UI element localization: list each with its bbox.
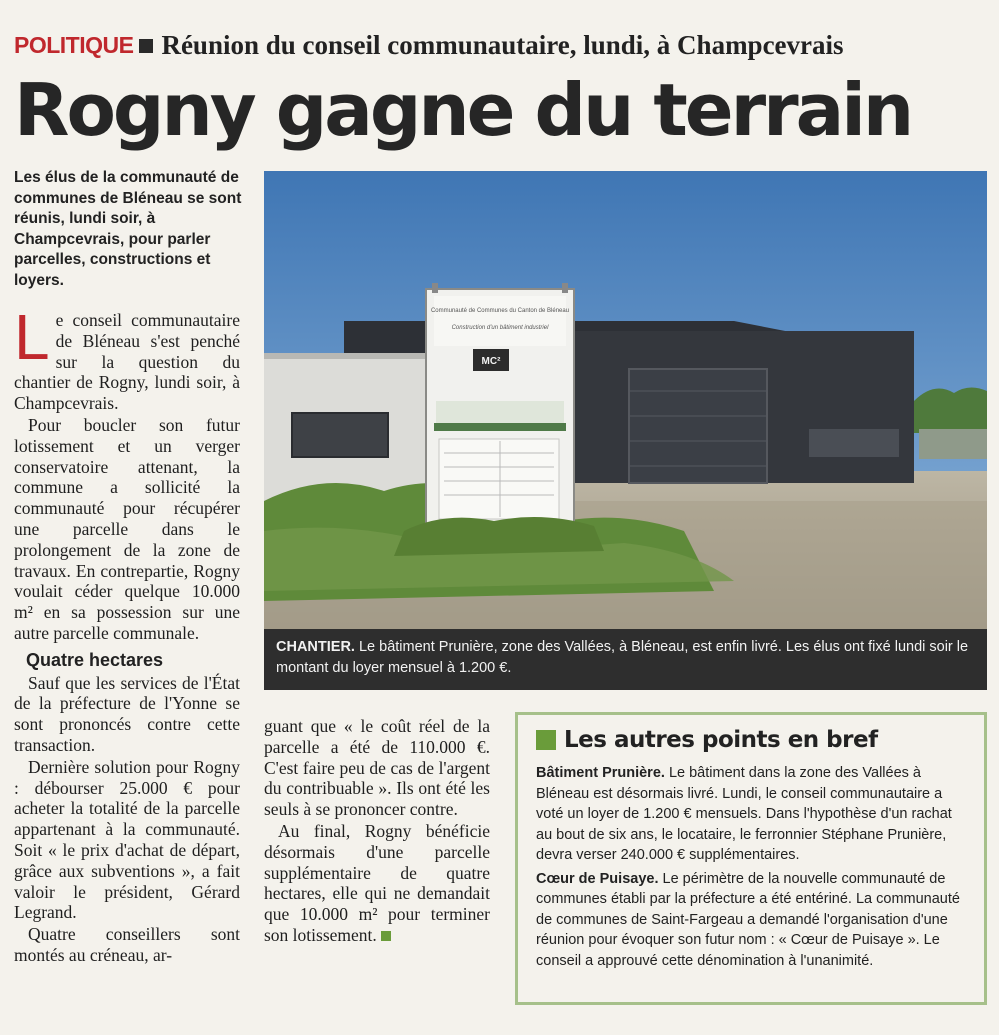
body-paragraph-4: Dernière solution pour Rogny : débourser 25.000 € pour acheter la totalité de la parcelle appartenant à la communauté. Soit « le prix d'achat de départ, grâce aux subventions », a fait valoir le président, Gérard Legrand. [14,756,240,923]
section-label: POLITIQUE [14,32,134,58]
kicker-text: Réunion du conseil communautaire, lundi, à Champcevrais [161,30,844,60]
brief-item-label: Bâtiment Prunière. [536,765,669,781]
headline: Rogny gagne du terrain [14,68,912,152]
body-paragraph-6: guant que « le coût réel de la parcelle a été de 110.000 €. C'est faire peu de cas de l'argent du contribuable ». Ils ont été les seuls à se prononcer contre. [264,716,490,820]
sign-logo: MC² [481,356,501,367]
brief-box [515,712,987,1005]
kicker [14,30,984,61]
brief-item [536,763,968,866]
body-paragraph-3: Sauf que les services de l'État de la préfecture de l'Yonne se sont prononcés contre cette transaction. [14,672,240,755]
brief-item [536,869,968,972]
sign-line-1: Communauté de Communes du Canton de Bléneau [430,308,570,314]
photo-chantier [264,171,987,629]
photo-caption [264,629,987,690]
sign-line-2: Construction d'un bâtiment industriel [451,325,549,331]
body-paragraph-5: Quatre conseillers sont montés au créneau, ar- [14,924,240,965]
end-mark-icon [381,931,391,941]
kicker-square-icon [139,39,153,53]
dropcap: L [14,301,50,373]
body-column-left [14,301,240,967]
brief-item-label: Cœur de Puisaye. [536,870,663,887]
caption-label: CHANTIER. [276,639,359,655]
brief-item-text: Le périmètre de la nouvelle communauté de communes établi par la préfecture a été entériné. La communauté de communes de Saint-Fargeau a demandé l'organisation d'une réunion pour évoquer son futur nom : « Cœur de Puisaye ». Le conseil a approuvé cette dénomination à l'unanimité. [536,870,960,969]
brief-square-icon [536,730,556,750]
body-paragraph-7: Au final, Rogny bénéficie désormais d'une parcelle supplémentaire de quatre hectares, elle qui ne demandait que 10.000 m² pour terminer son lotissement. [264,820,490,945]
body-paragraph-2: Pour boucler son futur lotissement et un verger conservatoire attenant, la commune a sollicité la communauté pour récupérer une parcelle dans le prolongement de la zone de travaux. En contrepartie, Rogny voulait céder quelque 10.000 m² en sa possession sur une autre parcelle communale. [14,414,240,643]
body-paragraph-1: Le conseil communautaire de Bléneau s'est penché sur la question du chantier de Rogny, lundi soir, à Champcevrais. [14,301,240,414]
building-photo [264,171,987,629]
brief-item-text: Le bâtiment dans la zone des Vallées à Bléneau est désormais livré. Lundi, le conseil communautaire a voté un loyer de 1.200 € mensuels. Dans l'hypothèse d'un rachat au bout de six ans, le locataire, le ferronnier Stéphane Prunière, devra verser 240.000 € supplémentaires. [536,765,952,863]
lede: Les élus de la communauté de communes de Bléneau se sont réunis, lundi soir, à Champcevrais, pour parler parcelles, constructions et loyers. [14,169,242,289]
brief-title: Les autres points en bref [536,727,968,753]
caption-text: Le bâtiment Prunière, zone des Vallées, à Bléneau, est enfin livré. Les élus ont fixé lundi soir le montant du loyer mensuel à 1.200 €. [276,639,969,676]
subhead: Quatre hectares [26,649,164,670]
body-column-middle [264,716,490,947]
